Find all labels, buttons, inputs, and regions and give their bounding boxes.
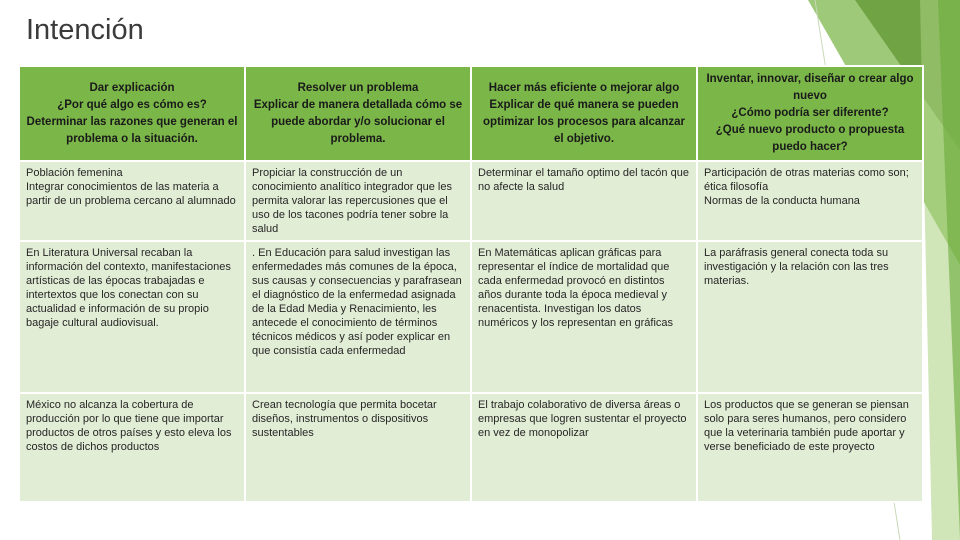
header-cell: Resolver un problema Explicar de manera detallada cómo se puede abordar y/o solucionar el problema.: [245, 66, 471, 161]
table-cell: Crean tecnología que permita bocetar diseños, instrumentos o dispositivos sustentables: [245, 393, 471, 502]
intention-table: [18, 65, 924, 503]
slide-title: Intención: [26, 14, 144, 46]
header-cell: Inventar, innovar, diseñar o crear algo nuevo ¿Cómo podría ser diferente? ¿Qué nuevo producto o propuesta puedo hacer?: [697, 66, 923, 161]
table-cell: Población femenina Integrar conocimientos de las materia a partir de un problema cercano al alumnado: [19, 161, 245, 241]
header-cell: Dar explicación ¿Por qué algo es cómo es? Determinar las razones que generan el problema o la situación.: [19, 66, 245, 161]
table-cell: En Matemáticas aplican gráficas para representar el índice de mortalidad que cada enfermedad provocó en distintos años durante toda la época medieval y renacentista. Investigan los datos numéricos y los representan en gráficas: [471, 241, 697, 393]
table-cell: La paráfrasis general conecta toda su investigación y la relación con las tres materias.: [697, 241, 923, 393]
table-row: [19, 161, 923, 241]
table-cell: Determinar el tamaño optimo del tacón que no afecte la salud: [471, 161, 697, 241]
table-cell: Propiciar la construcción de un conocimiento analítico integrador que les permita valorar las repercusiones que el uso de los tacones podría tener sobre la salud: [245, 161, 471, 241]
table-row: [19, 393, 923, 502]
table-cell: En Literatura Universal recaban la información del contexto, manifestaciones artísticas de las épocas trabajadas e intertextos que los conectan con su actualidad e información de su propio bagaje cultural audiovisual.: [19, 241, 245, 393]
header-cell: Hacer más eficiente o mejorar algo Explicar de qué manera se pueden optimizar los procesos para alcanzar el objetivo.: [471, 66, 697, 161]
table-cell: Los productos que se generan se piensan solo para seres humanos, pero considero que la veterinaria también pude aportar y verse beneficiado de este proyecto: [697, 393, 923, 502]
table-row: [19, 241, 923, 393]
table-cell: El trabajo colaborativo de diversa áreas o empresas que logren sustentar el proyecto en vez de monopolizar: [471, 393, 697, 502]
table-cell: . En Educación para salud investigan las enfermedades más comunes de la época, sus causas y consecuencias y parafrasean el diagnóstico de la enfermedad asignada de la Edad Media y Renacimiento, les antecede el conocimiento de términos técnicos médicos y así poder explicar en que consistía cada enfermedad: [245, 241, 471, 393]
table-header-row: [19, 66, 923, 161]
table-cell: México no alcanza la cobertura de producción por lo que tiene que importar productos de otros países y esto eleva los costos de dichos productos: [19, 393, 245, 502]
table-cell: Participación de otras materias como son; ética filosofía Normas de la conducta humana: [697, 161, 923, 241]
